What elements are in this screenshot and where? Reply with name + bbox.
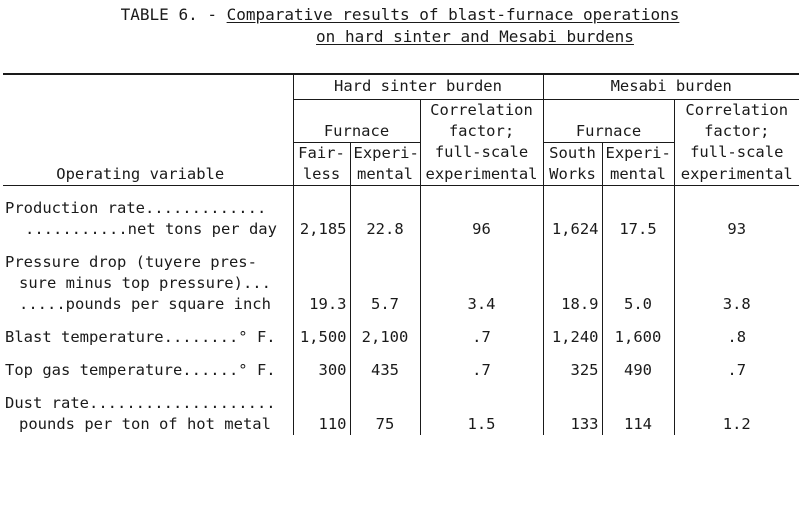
header-furnace-hard: Furnace <box>293 121 420 143</box>
row-label: pounds per ton of hot metal <box>19 414 271 433</box>
header-row-3 <box>3 121 799 143</box>
header-operating-variable: Operating variable <box>3 164 293 186</box>
table-row <box>3 219 799 240</box>
row-label: Blast temperature........° F. <box>5 327 276 346</box>
header-row-5 <box>3 164 799 186</box>
header-furnace-mesabi: Furnace <box>543 121 674 143</box>
header-fairless-2: less <box>293 164 350 186</box>
cell-south: 18.9 <box>543 294 602 315</box>
cell-fairless: 19.3 <box>293 294 350 315</box>
cell-corr-hard: 3.4 <box>420 294 543 315</box>
header-exper-mesabi-2: mental <box>602 164 674 186</box>
caption-line-1 <box>0 4 800 26</box>
row-label: .....pounds per square inch <box>19 294 271 313</box>
cell-exper-hard: 75 <box>350 414 420 435</box>
header-corr-mesabi-2: factor; <box>674 121 799 143</box>
row-label: Pressure drop (tuyere pres- <box>5 252 257 271</box>
header-row-1 <box>3 75 799 99</box>
cell-exper-mesabi: 114 <box>602 414 674 435</box>
header-fairless-1: Fair- <box>293 142 350 164</box>
caption-line-2 <box>0 26 800 48</box>
header-corr-mesabi-3: full-scale <box>674 142 799 164</box>
row-label: Top gas temperature......° F. <box>5 360 276 379</box>
header-corr-hard-4: experimental <box>420 164 543 186</box>
table-number: TABLE 6. - <box>120 5 227 24</box>
cell-south: 133 <box>543 414 602 435</box>
row-label: sure minus top pressure)... <box>19 273 271 292</box>
table-row <box>3 252 799 273</box>
header-hard-sinter: Hard sinter burden <box>293 75 543 99</box>
table-row <box>3 360 799 381</box>
cell-exper-hard: 2,100 <box>350 327 420 348</box>
cell-corr-hard: 96 <box>420 219 543 240</box>
header-exper-hard-2: mental <box>350 164 420 186</box>
table-row <box>3 414 799 435</box>
cell-corr-mesabi: .8 <box>674 327 799 348</box>
cell-corr-mesabi: .7 <box>674 360 799 381</box>
cell-exper-mesabi: 5.0 <box>602 294 674 315</box>
header-south-1: South <box>543 142 602 164</box>
cell-fairless: 110 <box>293 414 350 435</box>
cell-fairless: 300 <box>293 360 350 381</box>
row-label: Production rate............. <box>5 198 267 217</box>
header-corr-hard-1: Correlation <box>420 99 543 121</box>
results-table <box>3 73 799 435</box>
table-title-line-1: Comparative results of blast-furnace operations <box>226 5 680 24</box>
cell-exper-hard: 5.7 <box>350 294 420 315</box>
table-row <box>3 327 799 348</box>
header-mesabi: Mesabi burden <box>543 75 799 99</box>
cell-corr-mesabi: 1.2 <box>674 414 799 435</box>
table-caption <box>0 4 800 48</box>
cell-corr-mesabi: 93 <box>674 219 799 240</box>
cell-exper-mesabi: 490 <box>602 360 674 381</box>
header-corr-hard-3: full-scale <box>420 142 543 164</box>
header-exper-mesabi-1: Experi- <box>602 142 674 164</box>
header-corr-hard-2: factor; <box>420 121 543 143</box>
header-corr-mesabi-1: Correlation <box>674 99 799 121</box>
cell-corr-hard: 1.5 <box>420 414 543 435</box>
header-exper-hard-1: Experi- <box>350 142 420 164</box>
header-corr-mesabi-4: experimental <box>674 164 799 186</box>
table-row <box>3 198 799 219</box>
cell-corr-hard: .7 <box>420 360 543 381</box>
header-south-2: Works <box>543 164 602 186</box>
table-row <box>3 294 799 315</box>
row-label: Dust rate.................... <box>5 393 276 412</box>
cell-fairless: 2,185 <box>293 219 350 240</box>
table-row <box>3 393 799 414</box>
cell-south: 325 <box>543 360 602 381</box>
cell-exper-mesabi: 17.5 <box>602 219 674 240</box>
table-title-line-2: on hard sinter and Mesabi burdens <box>316 27 634 46</box>
cell-corr-mesabi: 3.8 <box>674 294 799 315</box>
cell-south: 1,240 <box>543 327 602 348</box>
header-row-4 <box>3 142 799 164</box>
header-row-2 <box>3 99 799 121</box>
cell-corr-hard: .7 <box>420 327 543 348</box>
table-row <box>3 273 799 294</box>
cell-exper-hard: 22.8 <box>350 219 420 240</box>
cell-south: 1,624 <box>543 219 602 240</box>
row-label: ...........net tons per day <box>25 219 277 238</box>
cell-fairless: 1,500 <box>293 327 350 348</box>
cell-exper-hard: 435 <box>350 360 420 381</box>
cell-exper-mesabi: 1,600 <box>602 327 674 348</box>
